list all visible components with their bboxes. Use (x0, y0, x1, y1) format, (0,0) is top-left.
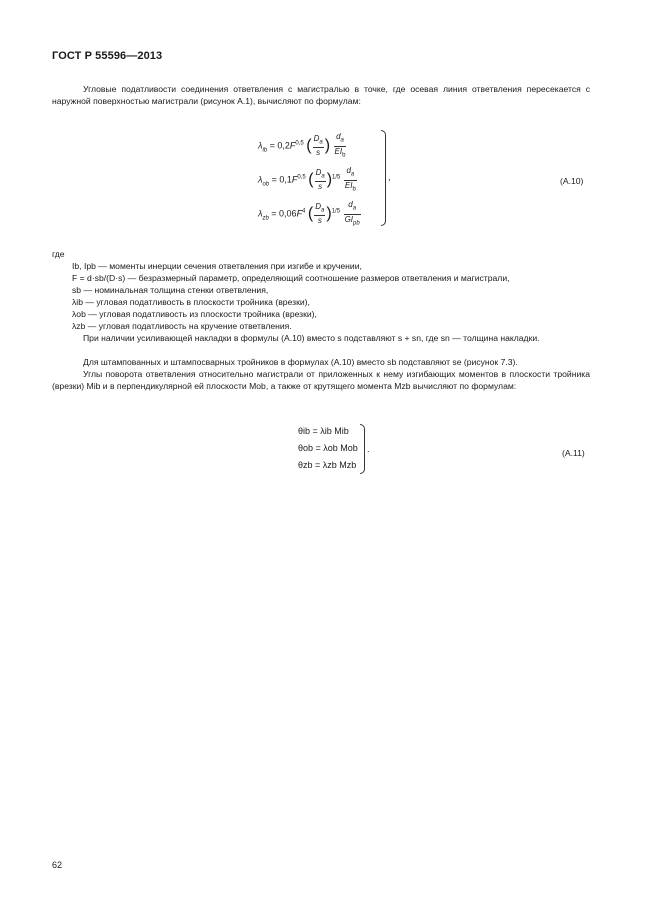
formula-a10-brace (381, 130, 386, 226)
angles-paragraph: Углы поворота ответвления относительно магистрали от приложенных к нему изгибающих моментов в плоскости тройника (врезки) Mib и в перпендикулярной ей плоскости Mob, а также от крутящего момента Mzb вычисляют по формулам: (52, 369, 590, 391)
definition-item: Ib, Ipb — моменты инерции сечения ответвления при изгибе и кручении, (72, 261, 362, 271)
formula-a10-row2: $\lambda_{ob} = 0,1F^{0,5}$ ( $\frac{D_a}{s}$ )$^{1/5}$ $\frac{d_a}{EI_b}$ (258, 166, 356, 193)
intro-paragraph: Угловые податливости соединения ответвления с магистралью в точке, где осевая линия ответвления пересекается с наружной поверхностью магистрали (рисунок А.1), вычисляют по формулам: (52, 84, 590, 106)
formula-a11-row3: θzb = λzb Mzb (298, 460, 357, 470)
formula-a11-brace (360, 424, 365, 474)
document-header: ГОСТ Р 55596—2013 (52, 50, 163, 62)
formula-a10-row3: $\lambda_{zb} = 0,06F^4$ ( $\frac{D_a}{s}$ )$^{1/5}$ $\frac{d_a}{GI_{pb}}$ (258, 200, 360, 227)
definition-item: F = d·sb/(D·s) — безразмерный параметр, определяющий соотношение размеров ответвления и магистрали, (72, 273, 510, 283)
formula-a11-row2: θob = λob Mob (298, 443, 358, 453)
equation-number-a11: (А.11) (562, 448, 585, 458)
definition-item: λzb — угловая податливость на кручение ответвления. (72, 321, 292, 331)
overlay-paragraph: При наличии усиливающей накладки в формулы (А.10) вместо s подставляют s + sn, где sn — толщина накладки. (83, 333, 540, 343)
definition-item: sb — номинальная толщина стенки ответвления, (72, 285, 269, 295)
equation-number-a10: (А.10) (560, 176, 584, 186)
formula-a10-trailer: , (388, 172, 391, 182)
definition-item: λib — угловая податливость в плоскости тройника (врезки), (72, 297, 310, 307)
definition-item: λob — угловая податливость из плоскости тройника (врезки), (72, 309, 317, 319)
page-number: 62 (52, 860, 63, 870)
stamped-paragraph: Для штампованных и штампосварных тройников в формулах (А.10) вместо sb подставляют se (рисунок 7.3). (83, 357, 518, 367)
formula-a11-row1: θib = λib Mib (298, 426, 349, 436)
formula-a10-row1: $\lambda_{ib} = 0,2F^{0,5}$ ( $\frac{D_a}{s}$ ) $\frac{d_a}{EI_b}$ (258, 132, 346, 159)
formula-a11-trailer: . (367, 444, 370, 454)
where-label: где (52, 249, 65, 259)
